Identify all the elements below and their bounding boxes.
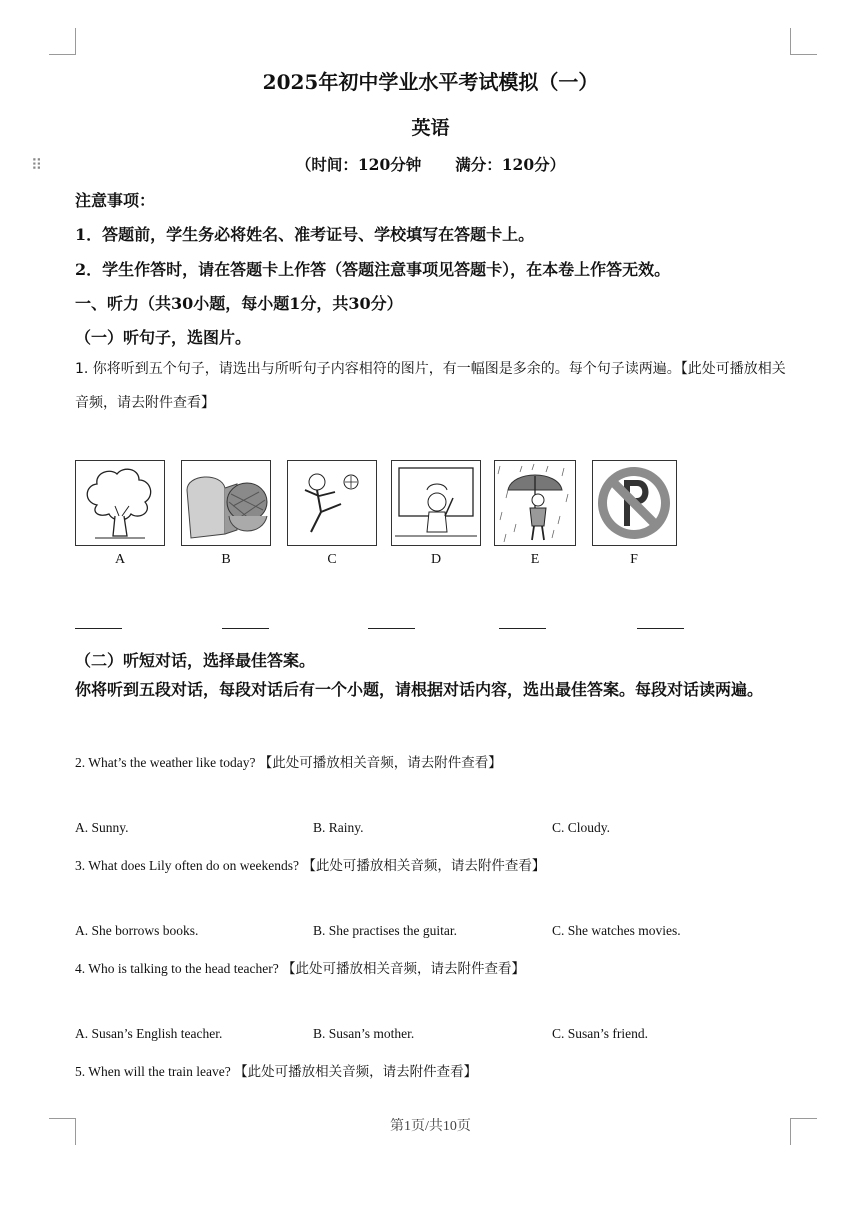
notice-heading: 注意事项： xyxy=(75,191,156,210)
part1-heading: （一）听句子，选图片。 xyxy=(75,328,252,347)
picture-label: E xyxy=(530,552,540,567)
no-parking-icon xyxy=(592,460,677,567)
notice-item-2: 2．学生作答时，请在答题卡上作答（答题注意事项见答题卡），在本卷上作答无效。 xyxy=(75,260,671,279)
exam-subject: 英语 xyxy=(411,117,450,139)
exam-title: 2025年初中学业水平考试模拟（一） xyxy=(262,70,599,94)
boy-at-blackboard-icon xyxy=(391,460,481,567)
corner-mark-top-right xyxy=(790,28,817,55)
q3-option-a: A. She borrows books. xyxy=(75,923,199,938)
part2-heading: （二）听短对话，选择最佳答案。 xyxy=(75,651,316,670)
question-5: 5. When will the train leave? 【此处可播放相关音频，请去附件查看】 xyxy=(75,1064,478,1079)
picture-label: A xyxy=(114,552,126,567)
question-3: 3. What does Lily often do on weekends? 【此处可播放相关音频，请去附件查看】 xyxy=(75,858,546,873)
page-number: 第1页/共10页 xyxy=(390,1119,471,1134)
q3-option-c: C. She watches movies. xyxy=(552,923,681,938)
boy-umbrella-rain-icon xyxy=(494,460,576,567)
picture-label: F xyxy=(630,552,638,567)
bread-icon xyxy=(181,460,271,567)
exam-time-score xyxy=(0,153,861,175)
notice-item-1: 1．答题前，学生务必将姓名、准考证号、学校填写在答题卡上。 xyxy=(75,225,535,244)
picture-label: C xyxy=(327,552,337,567)
part1-instruction: 1. 你将听到五个句子，请选出与所听句子内容相符的图片，有一幅图是多余的。每个句子读两遍。【此处可播放相关音频，请去附件查看】 xyxy=(75,361,786,411)
q4-option-c: C. Susan’s friend. xyxy=(552,1026,648,1041)
tree-icon xyxy=(75,460,165,567)
answer-blank-3[interactable] xyxy=(368,628,415,629)
question-2: 2. What’s the weather like today? 【此处可播放相关音频，请去附件查看】 xyxy=(75,755,502,770)
picture-options xyxy=(75,460,695,580)
exam-time: （时间：120分钟 xyxy=(295,155,422,174)
corner-mark-top-left xyxy=(49,28,76,55)
q2-option-a: A. Sunny. xyxy=(75,820,129,835)
boy-kicking-ball-icon xyxy=(287,460,377,567)
answer-blank-2[interactable] xyxy=(222,628,269,629)
part2-instruction: 你将听到五段对话，每段对话后有一个小题，请根据对话内容，选出最佳答案。每段对话读两遍。 xyxy=(75,680,764,699)
answer-blank-4[interactable] xyxy=(499,628,546,629)
picture-label: D xyxy=(430,552,442,567)
q2-option-b: B. Rainy. xyxy=(313,820,364,835)
picture-label: B xyxy=(221,552,231,567)
question-4: 4. Who is talking to the head teacher? 【此处可播放相关音频，请去附件查看】 xyxy=(75,961,526,976)
q2-option-c: C. Cloudy. xyxy=(552,820,611,835)
q4-option-a: A. Susan’s English teacher. xyxy=(75,1026,223,1041)
section-listening-heading: 一、听力（共30小题，每小题1分，共30分） xyxy=(75,294,403,313)
q3-option-b: B. She practises the guitar. xyxy=(313,923,457,938)
q4-option-b: B. Susan’s mother. xyxy=(313,1026,415,1041)
exam-score: 满分：120分） xyxy=(455,155,566,174)
answer-blank-1[interactable] xyxy=(75,628,122,629)
answer-blank-5[interactable] xyxy=(637,628,684,629)
drag-handle-icon[interactable]: ⠿ xyxy=(31,156,42,174)
